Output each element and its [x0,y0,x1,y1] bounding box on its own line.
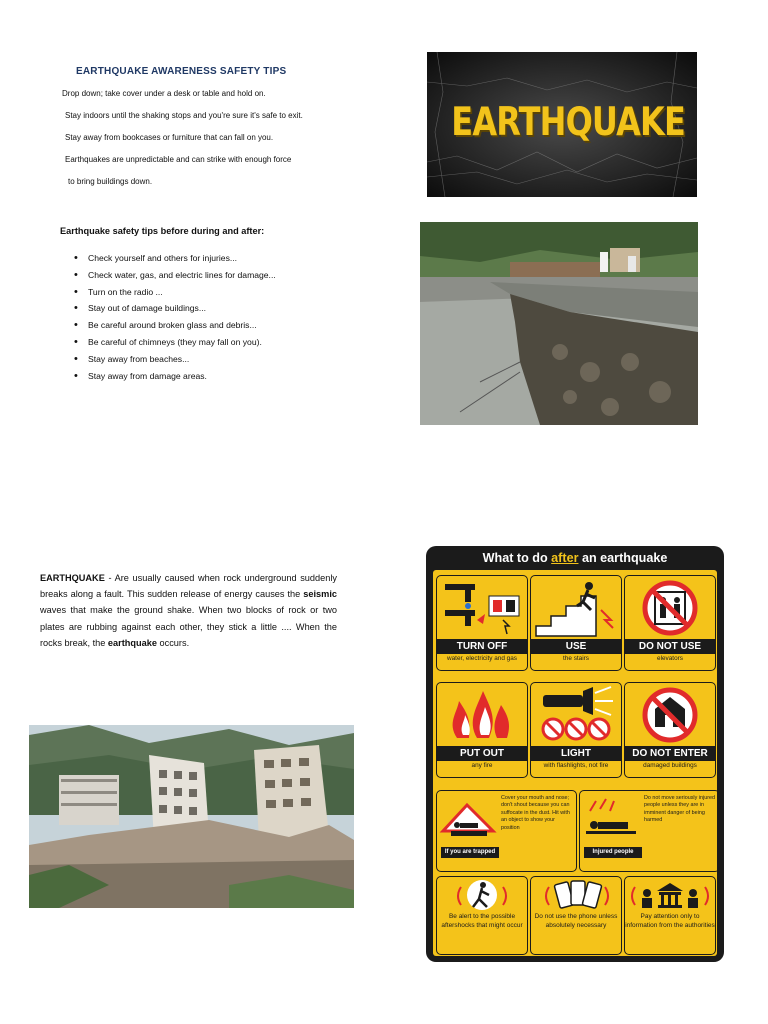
list-item: • Stay away from damage areas. [74,368,276,385]
aftershock-text: Be alert to the possible aftershocks that might occur [441,913,523,929]
tip-line: Drop down; take cover under a desk or table and hold on. [62,89,266,98]
list-item: • Stay away from beaches... [74,351,276,368]
term-earthquake: EARTHQUAKE [40,573,105,583]
list-item: • Turn on the radio ... [74,284,276,301]
definition-text: waves that make the ground shake. When two blocks of rock or two plates are rubbing against each other, they stick a little .... When the rocks break, the [40,605,337,648]
tip-line: Stay away from bookcases or furniture that can fall on you. [65,133,274,142]
injured-label: Injured people [584,847,642,858]
no-elevator-icon [625,576,715,639]
fire-icon [437,683,527,746]
authorities-icon [625,877,715,913]
authorities-card [624,876,716,955]
injured-card [579,790,720,872]
flashlight-card [530,682,622,778]
collapsed-buildings-photo [29,725,354,908]
card-sub: any fire [471,762,493,769]
do-not-enter-card [624,682,716,778]
poster-panel [433,570,717,956]
card-label: DO NOT ENTER [625,746,715,761]
list-item: • Be careful around broken glass and debris... [74,317,276,334]
stairs-icon [531,576,621,639]
card-sub: the stairs [563,655,589,662]
poster-header-text: What to do [482,551,552,565]
phone-text: Do not use the phone unless absolutely necessary [534,913,618,929]
injured-person-icon [580,791,642,847]
earthquake-banner-image [427,52,697,197]
no-entry-building-icon [625,683,715,746]
turn-off-card [436,575,528,671]
phone-card [530,876,622,955]
cracked-road-photo [420,222,698,425]
definition-text: occurs. [156,637,190,648]
trapped-card [436,790,577,872]
card-sub: elevators [657,655,683,662]
card-label: TURN OFF [437,639,527,654]
tip-line: Earthquakes are unpredictable and can strike with enough force [65,155,292,164]
card-label: USE [531,639,621,654]
no-elevator-card [624,575,716,671]
earthquake-definition [40,570,337,651]
trapped-person-icon [437,791,499,847]
aftershock-icon [437,877,527,913]
card-sub: with flashlights, not fire [543,762,609,769]
earthquake-word: EARTHQUAKE [451,100,686,145]
trapped-text: Cover your mouth and nose; don't shout because you can suffocate in the dust. Hit with an object to show your position [501,795,570,831]
card-label: PUT OUT [437,746,527,761]
term-seismic: seismic [303,589,337,600]
list-item: • Be careful of chimneys (they may fall on you). [74,334,276,351]
after-earthquake-poster [426,546,724,962]
tip-line: Stay indoors until the shaking stops and you're sure it's safe to exit. [65,111,303,120]
phone-icon [531,877,621,913]
list-item: • Check water, gas, and electric lines for damage... [74,267,276,284]
list-item: • Stay out of damage buildings... [74,300,276,317]
safety-bullet-list [74,250,276,384]
aftershock-card [436,876,528,955]
tip-line: to bring buildings down. [68,177,153,186]
definition-text: - Are usually caused when rock underground suddenly breaks along a fault. This sudden release of energy causes the [40,573,337,600]
poster-header [426,551,724,565]
card-sub: damaged buildings [643,762,697,769]
list-item: • Check yourself and others for injuries... [74,250,276,267]
safety-tips-title: EARTHQUAKE AWARENESS SAFETY TIPS [76,66,287,77]
card-label: DO NOT USE [625,639,715,654]
poster-header-text: an earthquake [578,551,668,565]
use-stairs-card [530,575,622,671]
term-earthquake-2: earthquake [107,637,157,648]
flashlight-icon [531,683,621,746]
trapped-label: If you are trapped [441,847,499,858]
authorities-text: Pay attention only to information from the authorities [625,913,715,929]
faucet-icon [437,576,527,639]
put-out-fire-card [436,682,528,778]
injured-text: Do not move seriously injured people unless they are in imminent danger of being harmed [644,795,716,824]
before-during-after-title: Earthquake safety tips before during and after: [60,226,265,236]
card-label: LIGHT [531,746,621,761]
card-sub: water, electricity and gas [447,655,517,662]
poster-header-after: after [551,551,579,565]
